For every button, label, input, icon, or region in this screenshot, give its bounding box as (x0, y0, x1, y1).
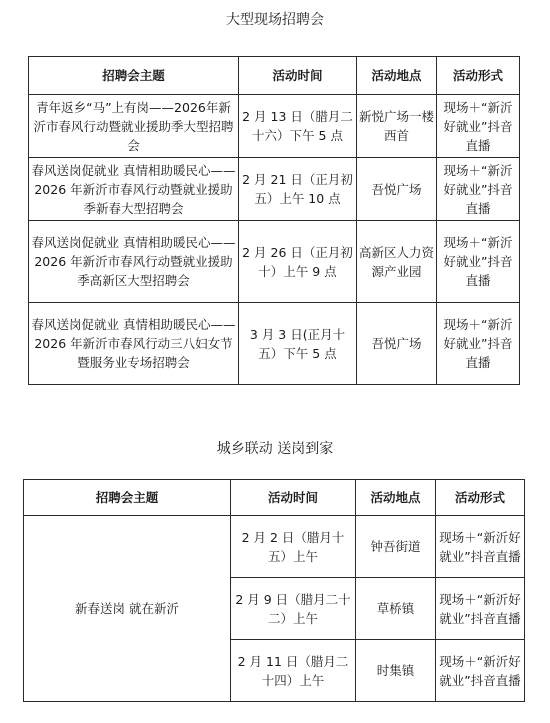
cell-place: 草桥镇 (356, 578, 436, 640)
table-row (29, 303, 520, 385)
cell-place: 吾悦广场 (357, 303, 437, 385)
urban-rural-table (23, 479, 525, 702)
cell-theme: 青年返乡“马”上有岗——2026年新沂市春风行动暨就业援助季大型招聘会 (29, 95, 239, 158)
cell-place: 吾悦广场 (357, 158, 437, 221)
header-form: 活动形式 (437, 57, 520, 95)
header-time: 活动时间 (239, 57, 357, 95)
cell-time: 2 月 21 日（正月初五）上午 10 点 (239, 158, 357, 221)
cell-theme-merged: 新春送岗 就在新沂 (24, 516, 231, 702)
cell-form: 现场＋“新沂好就业”抖音直播 (437, 95, 520, 158)
table-row (29, 95, 520, 158)
header-place: 活动地点 (357, 57, 437, 95)
header-theme: 招聘会主题 (29, 57, 239, 95)
cell-theme: 春风送岗促就业 真情相助暖民心——2026 年新沂市春风行动暨就业援助季新春大型招聘会 (29, 158, 239, 221)
cell-place: 时集镇 (356, 640, 436, 702)
table-row (29, 158, 520, 221)
cell-time: 2 月 2 日（腊月十五）上午 (231, 516, 356, 578)
cell-form: 现场＋“新沂好就业”抖音直播 (436, 516, 525, 578)
cell-form: 现场＋“新沂好就业”抖音直播 (437, 158, 520, 221)
table-row (24, 516, 525, 578)
table-row (29, 221, 520, 303)
cell-time: 2 月 11 日（腊月二十四）上午 (231, 640, 356, 702)
header-place: 活动地点 (356, 480, 436, 516)
cell-time: 2 月 13 日（腊月二十六）下午 5 点 (239, 95, 357, 158)
cell-form: 现场＋“新沂好就业”抖音直播 (436, 578, 525, 640)
cell-time: 2 月 9 日（腊月二十二）上午 (231, 578, 356, 640)
cell-form: 现场＋“新沂好就业”抖音直播 (436, 640, 525, 702)
header-form: 活动形式 (436, 480, 525, 516)
section-title-large-fairs: 大型现场招聘会 (226, 12, 324, 28)
cell-time: 3 月 3 日(正月十五）下午 5 点 (239, 303, 357, 385)
cell-time: 2 月 26 日（正月初十）上午 9 点 (239, 221, 357, 303)
cell-theme: 春风送岗促就业 真情相助暖民心——2026 年新沂市春风行动三八妇女节暨服务业专场招聘会 (29, 303, 239, 385)
cell-form: 现场＋“新沂好就业”抖音直播 (437, 221, 520, 303)
large-fairs-table (28, 56, 520, 385)
section-title-urban-rural: 城乡联动 送岗到家 (216, 441, 334, 457)
cell-place: 钟吾街道 (356, 516, 436, 578)
cell-place: 新悦广场一楼西首 (357, 95, 437, 158)
table-header-row (29, 57, 520, 95)
header-time: 活动时间 (231, 480, 356, 516)
header-theme: 招聘会主题 (24, 480, 231, 516)
cell-theme: 春风送岗促就业 真情相助暖民心——2026 年新沂市春风行动暨就业援助季高新区大型招聘会 (29, 221, 239, 303)
table-header-row (24, 480, 525, 516)
cell-form: 现场＋“新沂好就业”抖音直播 (437, 303, 520, 385)
cell-place: 高新区人力资源产业园 (357, 221, 437, 303)
